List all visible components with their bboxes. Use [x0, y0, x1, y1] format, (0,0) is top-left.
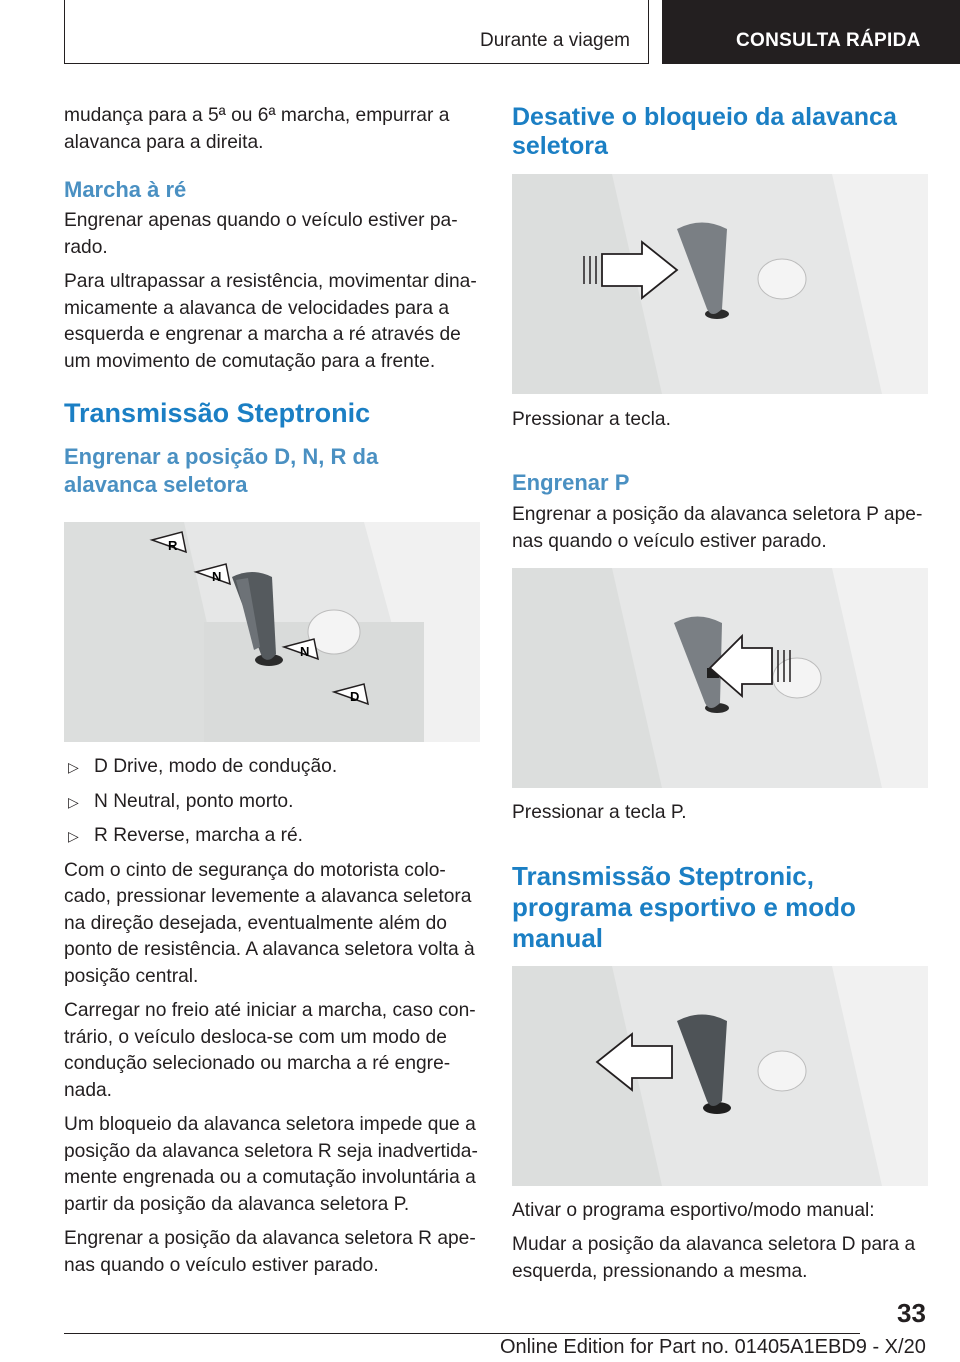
left-column: [64, 103, 480, 499]
engage-p-text: Engrenar a posição da alavanca seletora P apenas quando o veículo estiver parado.: [512, 504, 923, 552]
steptronic-heading: Transmissão Steptronic: [64, 398, 371, 428]
header-left-divider: [64, 0, 65, 64]
sport-caption-2: Mudar a posição da alavanca seletora D para a esquerda, pressionando a mesma.: [512, 1234, 916, 1282]
engage-p-heading: Engrenar P: [512, 470, 630, 495]
unlock-figure: [512, 174, 928, 394]
paragraph-lock: Um bloqueio da alavanca seletora impede que a posição da alavanca seletora R seja inadvertidamente engrenada ou a comutação involuntária a partir da posição da alavanca seletora P.: [64, 1114, 478, 1215]
reverse-paragraph-2: Para ultrapassar a resistência, movimentar dinamicamente a alavanca de velocidades para a esquerda e engrenar a marcha a ré através de um movimento de comutação para a frente.: [64, 271, 477, 372]
list-item: ▷ N Neutral, ponto morto.: [64, 789, 480, 816]
reverse-paragraph-1: Engrenar apenas quando o veículo estiver parado.: [64, 210, 458, 258]
paragraph-seatbelt: Com o cinto de segurança do motorista colocado, pressionar levemente a alavanca seletora na direção desejada, eventualmente além do ponto de resistência. A alavanca seletora volta à posição central.: [64, 859, 475, 987]
engage-heading: Engrenar a posição D, N, R da alavanca seletora: [64, 444, 379, 497]
park-button-figure: [512, 568, 928, 788]
figure-label-N-top: N: [212, 569, 222, 584]
list-item: ▷ R Reverse, marcha a ré.: [64, 823, 480, 850]
sport-mode-heading: Transmissão Steptronic, programa esportivo e modo manual: [512, 861, 856, 953]
triangle-bullet-icon: ▷: [68, 828, 79, 844]
figure-label-N-bottom: N: [300, 644, 310, 659]
header-tab-label: CONSULTA RÁPIDA: [736, 30, 921, 51]
page-number: 33: [897, 1298, 926, 1328]
sport-mode-figure: [512, 966, 928, 1186]
paragraph-brake: Carregar no freio até iniciar a marcha, caso contrário, o veículo desloca-se com um modo de condução selecionado ou marcha a ré engrenada.: [64, 1000, 476, 1101]
header-right-divider: [648, 0, 649, 64]
unlock-caption: Pressionar a tecla.: [512, 409, 671, 430]
unlock-heading: Desative o bloqueio da alavanca seletora: [512, 103, 897, 160]
list-item: ▷ D Drive, modo de condução.: [64, 754, 480, 781]
triangle-bullet-icon: ▷: [68, 793, 79, 810]
left-column-lower: [64, 754, 480, 1287]
footer-edition: Online Edition for Part no. 01405A1EBD9 - X/20: [500, 1336, 926, 1358]
selector-positions-list: [64, 754, 480, 850]
gear-selector-figure: [64, 522, 480, 742]
reverse-heading: Marcha à ré: [64, 177, 187, 202]
sport-caption-1: Ativar o programa esportivo/modo manual:: [512, 1200, 875, 1221]
intro-text: mudança para a 5ª ou 6ª marcha, empurrar a alavanca para a direita.: [64, 105, 450, 153]
header-section-title: Durante a viagem: [480, 30, 630, 51]
triangle-bullet-icon: ▷: [68, 759, 79, 775]
paragraph-reverse-stopped: Engrenar a posição da alavanca seletora R apenas quando o veículo estiver parado.: [64, 1228, 476, 1276]
header-rule: [64, 63, 648, 64]
figure-label-D: D: [350, 689, 360, 704]
figure-label-R: R: [168, 538, 178, 553]
header-tab[interactable]: [662, 0, 960, 64]
footer-rule: [64, 1333, 860, 1334]
park-caption: Pressionar a tecla P.: [512, 802, 687, 823]
